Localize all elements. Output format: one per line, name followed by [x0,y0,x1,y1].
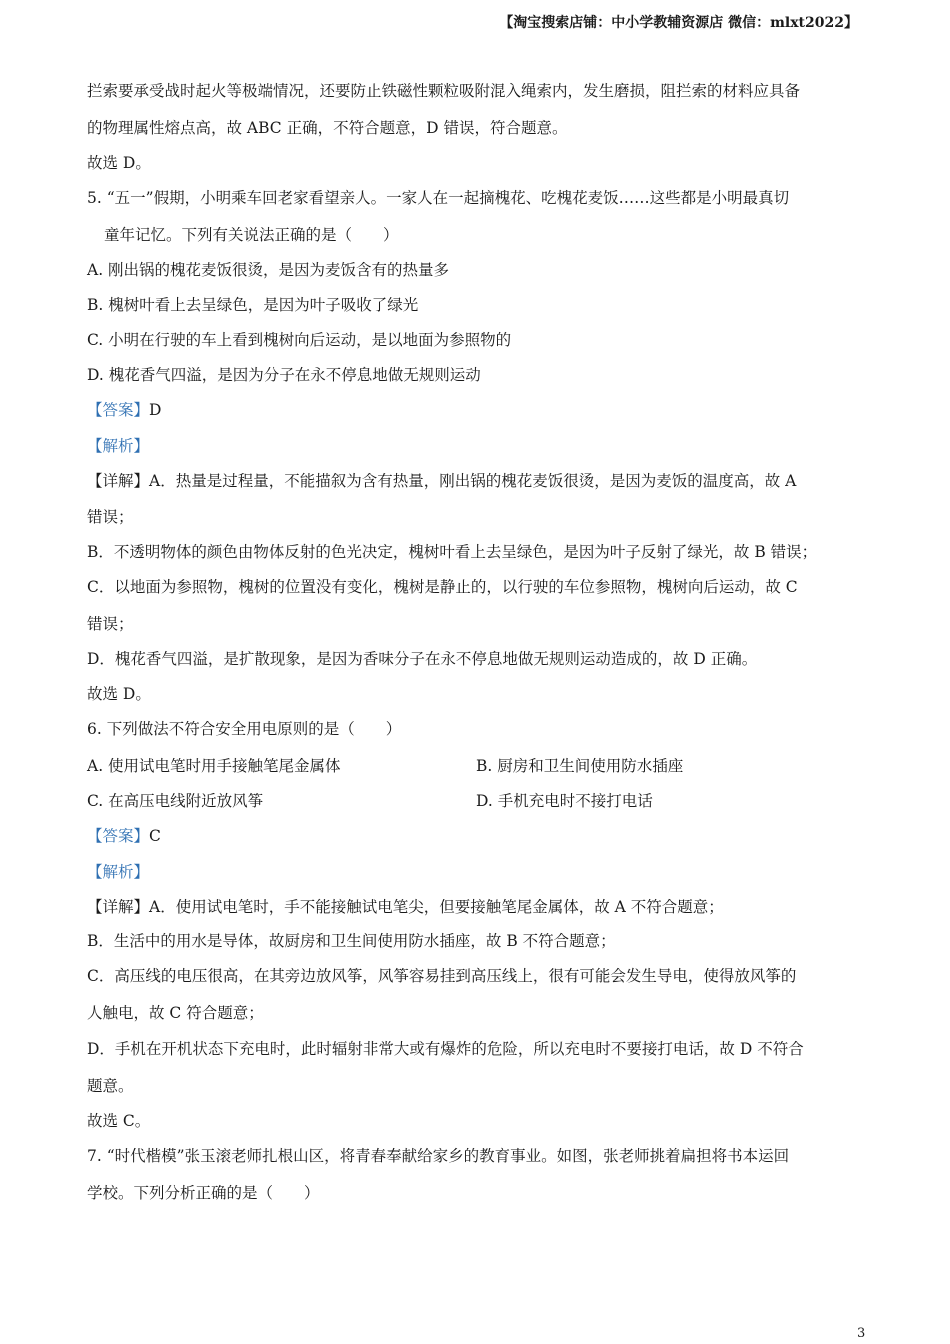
question-5-option-d: D. 槐花香气四溢，是因为分子在永不停息地做无规则运动 [87,366,481,384]
analysis-tag: 【解析】 [87,863,150,881]
detail-6-d: D．手机在开机状态下充电时，此时辐射非常大或有爆炸的危险，所以充电时不要接打电话，故 D 不符合 [87,1040,804,1058]
detail-5-c-cont: 错误； [87,615,134,633]
question-5-option-a: A. 刚出锅的槐花麦饭很烫，是因为麦饭含有的热量多 [87,261,450,279]
detail-5-a [87,474,796,490]
detail-5-a-cont: 错误； [87,508,134,526]
answer-tag: 【答案】 [87,827,150,845]
question-5-option-b: B. 槐树叶看上去呈绿色，是因为叶子吸收了绿光 [87,296,419,314]
page-header: 【淘宝搜索店铺：中小学教辅资源店 微信：mlxt2022】 [499,15,858,31]
detail-5-d: D．槐花香气四溢，是扩散现象，是因为香味分子在永不停息地做无规则运动造成的，故 D 正确。 [87,650,758,668]
selection-6: 故选 C。 [87,1112,151,1130]
question-6-option-a: A. 使用试电笔时用手接触笔尾金属体 [87,757,341,775]
answer-5 [87,403,161,419]
detail-5-b: B．不透明物体的颜色由物体反射的色光决定，槐树叶看上去呈绿色，是因为叶子反射了绿光，故 B 错误； [87,543,818,561]
answer-6 [87,829,161,845]
detail-tag: 【详解】 [87,898,150,916]
text-line: 故选 D。 [87,154,151,172]
selection-5: 故选 D。 [87,685,151,703]
question-5-stem: 5. “五一”假期，小明乘车回老家看望亲人。一家人在一起摘槐花、吃槐花麦饭……这些都是小明最真切 [87,189,790,207]
question-5-option-c: C. 小明在行驶的车上看到槐树向后运动，是以地面为参照物的 [87,331,512,349]
question-7-stem: 7. “时代楷模”张玉滚老师扎根山区，将青春奉献给家乡的教育事业。如图，张老师挑着扁担将书本运回 [87,1147,790,1165]
detail-tag: 【详解】 [87,472,150,490]
detail-6-b: B．生活中的用水是导体，故厨房和卫生间使用防水插座，故 B 不符合题意； [87,932,616,950]
text-line: 的物理属性熔点高，故 ABC 正确，不符合题意，D 错误，符合题意。 [87,119,568,137]
question-6-stem: 6. 下列做法不符合安全用电原则的是（ ） [87,720,402,738]
detail-6-c-cont: 人触电，故 C 符合题意； [87,1004,264,1022]
question-6-option-b: B. 厨房和卫生间使用防水插座 [476,757,684,775]
question-5-stem-cont: 童年记忆。下列有关说法正确的是（ ） [104,226,399,244]
detail-text: A．使用试电笔时，手不能接触试电笔尖，但要接触笔尾金属体，故 A 不符合题意； [149,898,724,916]
question-6-option-c: C. 在高压电线附近放风筝 [87,792,264,810]
analysis-tag: 【解析】 [87,437,150,455]
question-6-option-d: D. 手机充电时不接打电话 [476,792,653,810]
detail-6-c: C．高压线的电压很高，在其旁边放风筝，风筝容易挂到高压线上，很有可能会发生导电，使得放风筝的 [87,967,797,985]
answer-value: C [149,827,161,845]
answer-value: D [149,401,162,419]
detail-6-d-cont: 题意。 [87,1077,134,1095]
page-number: 3 [857,1326,866,1341]
detail-text: A．热量是过程量，不能描叙为含有热量，刚出锅的槐花麦饭很烫，是因为麦饭的温度高，故 A [149,472,797,490]
question-7-stem-cont: 学校。下列分析正确的是（ ） [87,1184,320,1202]
answer-tag: 【答案】 [87,401,150,419]
detail-5-c: C．以地面为参照物，槐树的位置没有变化，槐树是静止的，以行驶的车位参照物，槐树向后运动，故 C [87,578,798,596]
text-line: 拦索要承受战时起火等极端情况，还要防止铁磁性颗粒吸附混入绳索内，发生磨损，阻拦索的材料应具备 [87,82,801,100]
detail-6-a [87,900,724,916]
